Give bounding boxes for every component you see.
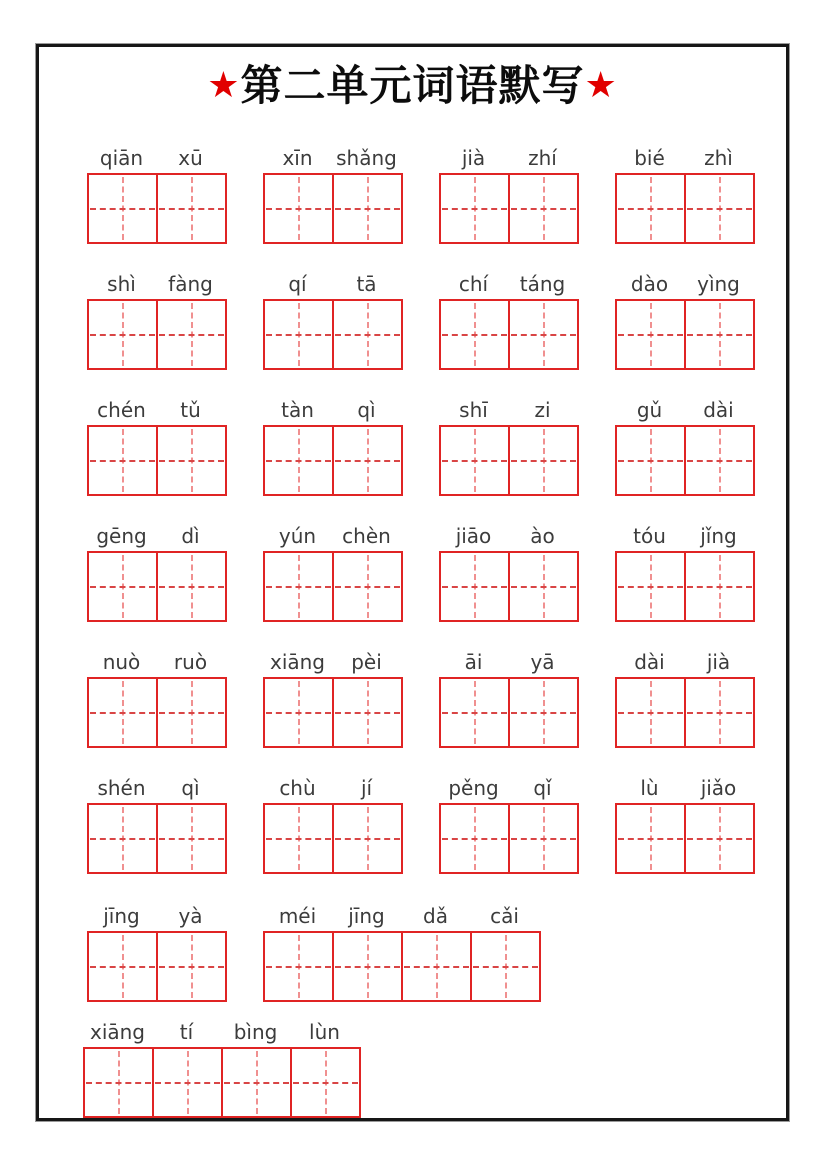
word-group <box>615 264 755 370</box>
worksheet-title <box>39 53 786 113</box>
pinyin-line <box>615 768 755 803</box>
pinyin-syllable: xīn <box>282 146 313 170</box>
writing-grid[interactable] <box>615 173 755 244</box>
word-group <box>87 264 227 370</box>
worksheet-title-text: 第二单元词语默写 <box>240 64 585 110</box>
writing-box[interactable] <box>89 553 156 620</box>
pinyin-line <box>615 138 755 173</box>
pinyin-syllable: jiāo <box>455 524 492 548</box>
pinyin-syllable: tóu <box>633 524 666 548</box>
pinyin-syllable: xiāng <box>269 650 326 674</box>
pinyin-line <box>263 896 541 931</box>
pinyin-syllable: dài <box>634 650 665 674</box>
word-row <box>87 138 755 244</box>
word-row <box>87 264 755 370</box>
pinyin-syllable: dì <box>181 524 200 548</box>
writing-box[interactable] <box>89 679 156 746</box>
pinyin-syllable: ruò <box>173 650 208 674</box>
word-group <box>263 896 541 1002</box>
word-group <box>439 642 579 748</box>
pinyin-syllable: qì <box>357 398 376 422</box>
writing-box[interactable] <box>508 427 577 494</box>
pinyin-syllable: chí <box>458 272 489 296</box>
writing-box[interactable] <box>152 1049 221 1116</box>
word-group <box>87 516 227 622</box>
pinyin-syllable: táng <box>519 272 566 296</box>
pinyin-syllable: bié <box>634 146 665 170</box>
pinyin-syllable: cǎi <box>490 904 519 928</box>
writing-box[interactable] <box>684 301 753 368</box>
pinyin-syllable: jīng <box>348 904 385 928</box>
pinyin-syllable: tàn <box>281 398 314 422</box>
word-row <box>87 516 755 622</box>
writing-box[interactable] <box>332 553 401 620</box>
star-icon: ★ <box>584 65 618 106</box>
pinyin-syllable: tí <box>179 1020 194 1044</box>
writing-grid[interactable] <box>615 551 755 622</box>
writing-box[interactable] <box>508 553 577 620</box>
word-group <box>87 896 227 1002</box>
writing-box[interactable] <box>265 427 332 494</box>
writing-box[interactable] <box>617 679 684 746</box>
pinyin-syllable: tǔ <box>180 398 201 422</box>
writing-grid[interactable] <box>615 677 755 748</box>
pinyin-syllable: gǔ <box>636 398 663 422</box>
writing-box[interactable] <box>617 301 684 368</box>
writing-box[interactable] <box>441 805 508 872</box>
writing-grid[interactable] <box>439 173 579 244</box>
pinyin-syllable: jià <box>461 146 486 170</box>
writing-box[interactable] <box>332 175 401 242</box>
writing-box[interactable] <box>441 553 508 620</box>
writing-box[interactable] <box>332 427 401 494</box>
word-group <box>263 516 403 622</box>
pinyin-syllable: zhì <box>704 146 733 170</box>
pinyin-syllable: gēng <box>96 524 147 548</box>
writing-box[interactable] <box>85 1049 152 1116</box>
word-group <box>439 390 579 496</box>
word-row <box>87 642 755 748</box>
pinyin-line <box>439 642 579 677</box>
writing-box[interactable] <box>617 553 684 620</box>
word-group <box>263 264 403 370</box>
pinyin-syllable: yà <box>178 904 203 928</box>
word-group <box>87 642 227 748</box>
pinyin-syllable: pěng <box>448 776 499 800</box>
pinyin-syllable: chù <box>279 776 316 800</box>
writing-grid[interactable] <box>263 551 403 622</box>
word-group <box>87 138 227 244</box>
writing-grid[interactable] <box>439 425 579 496</box>
word-group <box>615 516 755 622</box>
writing-box[interactable] <box>156 427 225 494</box>
word-group <box>263 138 403 244</box>
writing-box[interactable] <box>156 175 225 242</box>
writing-box[interactable] <box>265 301 332 368</box>
writing-grid[interactable] <box>439 299 579 370</box>
writing-grid[interactable] <box>87 173 227 244</box>
pinyin-syllable: jià <box>706 650 731 674</box>
pinyin-line <box>87 896 227 931</box>
pinyin-syllable: shǎng <box>336 146 397 170</box>
writing-box[interactable] <box>156 553 225 620</box>
word-group <box>615 768 755 874</box>
word-group <box>439 768 579 874</box>
word-group <box>263 768 403 874</box>
pinyin-line <box>263 768 403 803</box>
pinyin-syllable: bìng <box>233 1020 278 1044</box>
writing-box[interactable] <box>508 679 577 746</box>
pinyin-line <box>83 1012 361 1047</box>
pinyin-line <box>87 138 227 173</box>
pinyin-line <box>87 264 227 299</box>
pinyin-syllable: yā <box>530 650 555 674</box>
pinyin-syllable: yún <box>278 524 317 548</box>
writing-box[interactable] <box>265 933 332 1000</box>
star-icon: ★ <box>207 65 241 106</box>
pinyin-line <box>263 390 403 425</box>
writing-box[interactable] <box>89 805 156 872</box>
writing-grid[interactable] <box>439 551 579 622</box>
writing-box[interactable] <box>441 301 508 368</box>
writing-box[interactable] <box>221 1049 290 1116</box>
pinyin-syllable: dǎ <box>423 904 448 928</box>
pinyin-syllable: qí <box>288 272 307 296</box>
word-group <box>439 264 579 370</box>
writing-box[interactable] <box>617 175 684 242</box>
pinyin-syllable: dài <box>703 398 734 422</box>
pinyin-syllable: ào <box>530 524 555 548</box>
writing-grid[interactable] <box>263 299 403 370</box>
pinyin-syllable: yìng <box>697 272 740 296</box>
writing-box[interactable] <box>89 175 156 242</box>
writing-grid[interactable] <box>263 803 403 874</box>
writing-box[interactable] <box>684 427 753 494</box>
pinyin-line <box>439 390 579 425</box>
pinyin-line <box>263 264 403 299</box>
writing-grid[interactable] <box>439 803 579 874</box>
pinyin-syllable: lùn <box>309 1020 340 1044</box>
writing-box[interactable] <box>684 805 753 872</box>
pinyin-syllable: chèn <box>342 524 391 548</box>
writing-box[interactable] <box>508 175 577 242</box>
writing-grid[interactable] <box>87 425 227 496</box>
writing-grid[interactable] <box>87 803 227 874</box>
pinyin-line <box>439 138 579 173</box>
pinyin-line <box>87 390 227 425</box>
writing-box[interactable] <box>156 933 225 1000</box>
pinyin-syllable: qǐ <box>533 776 552 800</box>
pinyin-line <box>87 642 227 677</box>
writing-grid[interactable] <box>615 425 755 496</box>
pinyin-syllable: pèi <box>351 650 382 674</box>
writing-box[interactable] <box>508 805 577 872</box>
pinyin-line <box>263 642 403 677</box>
word-group <box>615 390 755 496</box>
pinyin-syllable: zhí <box>528 146 557 170</box>
writing-box[interactable] <box>617 427 684 494</box>
pinyin-syllable: jǐng <box>700 524 737 548</box>
writing-box[interactable] <box>332 805 401 872</box>
pinyin-syllable: zi <box>534 398 551 422</box>
pinyin-syllable: tā <box>356 272 377 296</box>
writing-grid[interactable] <box>83 1047 361 1118</box>
word-row <box>87 390 755 496</box>
pinyin-line <box>87 516 227 551</box>
writing-box[interactable] <box>401 933 470 1000</box>
writing-box[interactable] <box>332 679 401 746</box>
pinyin-syllable: nuò <box>102 650 141 674</box>
writing-grid[interactable] <box>263 677 403 748</box>
pinyin-syllable: jí <box>360 776 373 800</box>
writing-grid[interactable] <box>87 551 227 622</box>
word-row <box>83 1012 361 1118</box>
writing-box[interactable] <box>265 679 332 746</box>
pinyin-syllable: jiǎo <box>700 776 737 800</box>
pinyin-syllable: dào <box>630 272 669 296</box>
pinyin-line <box>263 138 403 173</box>
writing-box[interactable] <box>156 805 225 872</box>
writing-grid[interactable] <box>263 425 403 496</box>
word-group <box>87 390 227 496</box>
word-group <box>439 516 579 622</box>
writing-grid[interactable] <box>87 299 227 370</box>
writing-box[interactable] <box>508 301 577 368</box>
pinyin-syllable: qì <box>181 776 200 800</box>
word-group <box>87 768 227 874</box>
writing-box[interactable] <box>441 175 508 242</box>
writing-box[interactable] <box>470 933 539 1000</box>
pinyin-syllable: xiāng <box>89 1020 146 1044</box>
pinyin-line <box>615 516 755 551</box>
page-border-frame <box>36 44 789 1121</box>
pinyin-line <box>439 768 579 803</box>
word-row <box>87 896 541 1002</box>
writing-grid[interactable] <box>263 173 403 244</box>
pinyin-syllable: qiān <box>99 146 144 170</box>
word-group <box>615 138 755 244</box>
pinyin-syllable: jīng <box>103 904 140 928</box>
word-group <box>615 642 755 748</box>
writing-box[interactable] <box>684 175 753 242</box>
pinyin-line <box>439 264 579 299</box>
word-group <box>83 1012 361 1118</box>
pinyin-syllable: xū <box>178 146 203 170</box>
word-group <box>439 138 579 244</box>
word-group <box>263 390 403 496</box>
writing-box[interactable] <box>156 679 225 746</box>
pinyin-syllable: méi <box>278 904 317 928</box>
word-group <box>263 642 403 748</box>
pinyin-line <box>615 642 755 677</box>
writing-box[interactable] <box>89 427 156 494</box>
pinyin-line <box>615 390 755 425</box>
writing-box[interactable] <box>617 805 684 872</box>
writing-box[interactable] <box>265 175 332 242</box>
pinyin-syllable: shì <box>107 272 136 296</box>
pinyin-syllable: fàng <box>168 272 213 296</box>
pinyin-line <box>439 516 579 551</box>
pinyin-syllable: āi <box>464 650 483 674</box>
writing-box[interactable] <box>89 933 156 1000</box>
pinyin-line <box>263 516 403 551</box>
writing-box[interactable] <box>684 553 753 620</box>
word-row <box>87 768 755 874</box>
writing-grid[interactable] <box>87 677 227 748</box>
pinyin-line <box>615 264 755 299</box>
writing-grid[interactable] <box>439 677 579 748</box>
writing-box[interactable] <box>265 805 332 872</box>
writing-grid[interactable] <box>263 931 541 1002</box>
writing-grid[interactable] <box>615 299 755 370</box>
pinyin-syllable: chén <box>97 398 146 422</box>
writing-box[interactable] <box>684 679 753 746</box>
writing-box[interactable] <box>265 553 332 620</box>
writing-grid[interactable] <box>87 931 227 1002</box>
pinyin-line <box>87 768 227 803</box>
writing-box[interactable] <box>156 301 225 368</box>
pinyin-syllable: shī <box>459 398 488 422</box>
writing-box[interactable] <box>290 1049 359 1116</box>
writing-box[interactable] <box>332 301 401 368</box>
writing-box[interactable] <box>89 301 156 368</box>
writing-box[interactable] <box>441 679 508 746</box>
writing-box[interactable] <box>332 933 401 1000</box>
pinyin-syllable: shén <box>97 776 146 800</box>
pinyin-syllable: lù <box>640 776 659 800</box>
writing-box[interactable] <box>441 427 508 494</box>
writing-grid[interactable] <box>615 803 755 874</box>
